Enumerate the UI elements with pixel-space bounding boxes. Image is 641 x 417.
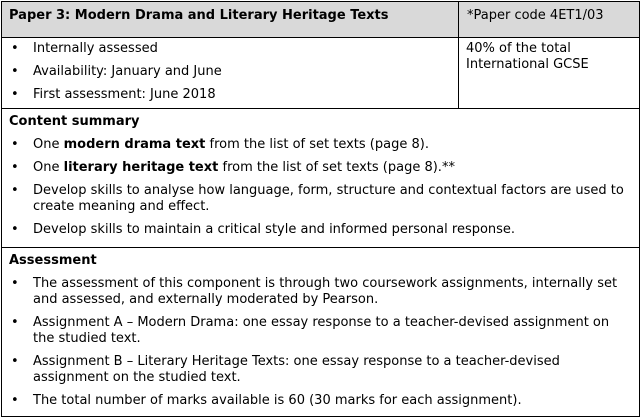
- content-summary-heading: Content summary: [9, 114, 140, 129]
- content-summary-item: • Develop skills to maintain a critical style and informed personal response.: [11, 222, 516, 237]
- bullet-icon: •: [11, 41, 19, 56]
- bullet-icon: •: [11, 64, 19, 79]
- info-item: • Availability: January and June: [11, 64, 222, 79]
- bullet-icon: •: [11, 137, 19, 152]
- bullet-icon: •: [11, 222, 19, 237]
- info-item: • First assessment: June 2018: [11, 87, 216, 102]
- assessment-heading: Assessment: [9, 253, 97, 268]
- assessment-item: • Assignment A – Modern Drama: one essay response to a teacher-devised assignment on the studied text.: [11, 315, 610, 346]
- bullet-icon: •: [11, 315, 19, 330]
- bullet-icon: •: [11, 393, 19, 408]
- bullet-icon: •: [11, 276, 19, 291]
- assessment-item: • The total number of marks available is 60 (30 marks for each assignment).: [11, 393, 522, 408]
- content-summary-list: [2, 137, 639, 238]
- content-summary-cell: [2, 109, 640, 248]
- weighting-text: 40% of the total International GCSE: [459, 38, 640, 109]
- assessment-cell: [2, 248, 640, 417]
- assessment-list: [2, 276, 639, 409]
- paper-code: *Paper code 4ET1/03: [459, 2, 640, 38]
- info-cell: [2, 38, 459, 109]
- bullet-icon: •: [11, 87, 19, 102]
- content-summary-item: • One literary heritage text from the list of set texts (page 8).**: [11, 160, 455, 175]
- paper-title: Paper 3: Modern Drama and Literary Heritage Texts: [2, 2, 459, 38]
- bullet-icon: •: [11, 354, 19, 369]
- assessment-row: [2, 248, 640, 417]
- paper-spec-table: [1, 1, 640, 417]
- content-summary-item: • Develop skills to analyse how language, form, structure and contextual factors are used to create meaning and effect.: [11, 183, 624, 214]
- content-summary-row: [2, 109, 640, 248]
- info-item: • Internally assessed: [11, 41, 158, 56]
- assessment-item: • Assignment B – Literary Heritage Texts: one essay response to a teacher-devised assignment on the studied text.: [11, 354, 560, 385]
- assessment-item: • The assessment of this component is through two coursework assignments, internally set and assessed, and externally moderated by Pearson.: [11, 276, 618, 307]
- bullet-icon: •: [11, 160, 19, 175]
- content-summary-item: • One modern drama text from the list of set texts (page 8).: [11, 137, 429, 152]
- header-row: [2, 2, 640, 38]
- info-row: [2, 38, 640, 109]
- info-list: [2, 41, 458, 103]
- bullet-icon: •: [11, 183, 19, 198]
